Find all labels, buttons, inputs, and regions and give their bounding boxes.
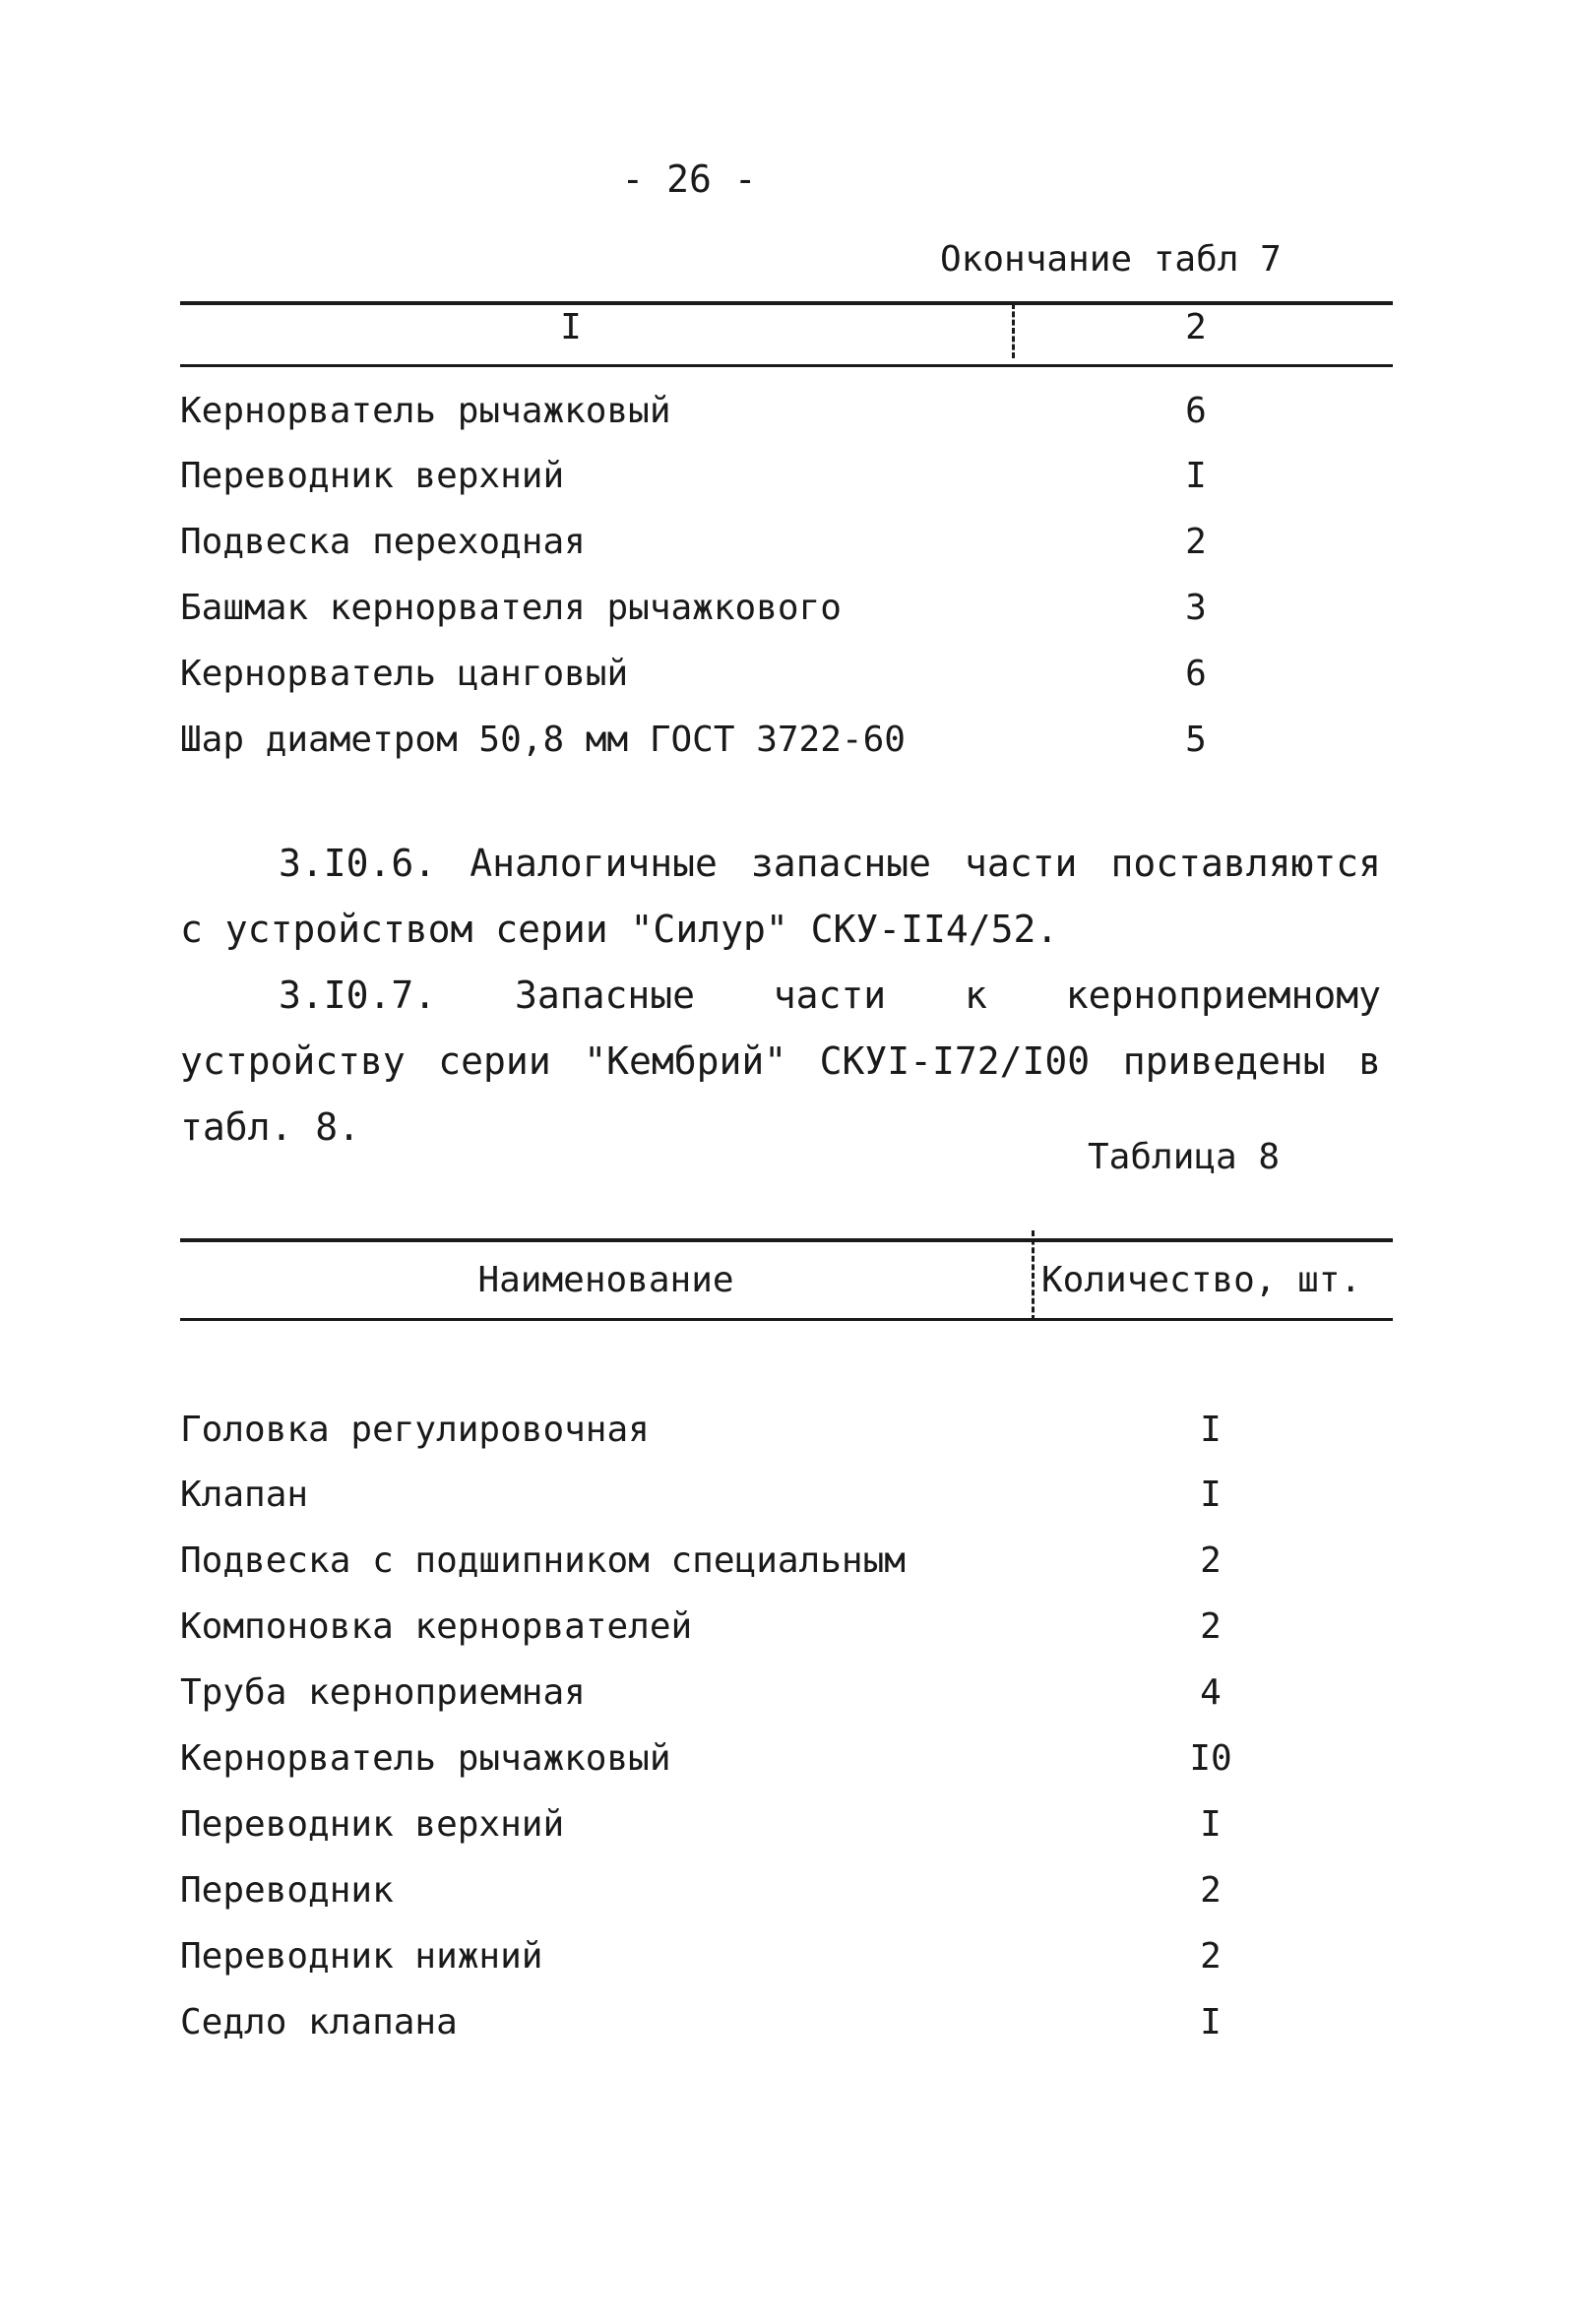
table8-row-qty: 2 bbox=[1200, 1870, 1222, 1911]
table8-row-name: Переводник верхний bbox=[180, 1804, 565, 1845]
table7-row-qty: I bbox=[1185, 456, 1207, 496]
table8-row-qty: I bbox=[1200, 1804, 1222, 1845]
table8-header-col1: Наименование bbox=[477, 1260, 734, 1300]
paragraph-3-10-6: 3.I0.6. Аналогичные запасные части поставляются с устройством серии "Силур" СКУ-II4/52. bbox=[180, 842, 1381, 951]
table8-row-qty: I bbox=[1200, 1410, 1222, 1450]
table7-row-qty: 5 bbox=[1185, 720, 1207, 760]
table8-row-qty: I bbox=[1200, 1475, 1222, 1515]
table8-top-rule bbox=[180, 1238, 1393, 1242]
table8-row-name: Подвеска с подшипником специальным bbox=[180, 1540, 906, 1581]
table8-caption: Таблица 8 bbox=[1088, 1137, 1281, 1177]
table7-row-qty: 2 bbox=[1185, 522, 1207, 562]
table7-row-qty: 3 bbox=[1185, 588, 1207, 628]
table7-row-name: Кернорватель цанговый bbox=[180, 654, 629, 694]
table7-caption: Окончание табл 7 bbox=[940, 239, 1282, 280]
table8-row-qty: 2 bbox=[1200, 1606, 1222, 1647]
table7-header-col1: I bbox=[560, 307, 582, 347]
table8-row-name: Кернорватель рычажковый bbox=[180, 1738, 671, 1779]
table7-row-name: Переводник верхний bbox=[180, 456, 565, 496]
table8-row-name: Компоновка кернорвателей bbox=[180, 1606, 693, 1647]
table7-row-name: Подвеска переходная bbox=[180, 522, 586, 562]
table8-row-qty: 2 bbox=[1200, 1936, 1222, 1977]
table8-header-col2: Количество, шт. bbox=[1041, 1260, 1362, 1300]
table7-column-separator bbox=[1012, 303, 1015, 358]
table7-header-col2: 2 bbox=[1185, 307, 1207, 347]
table7-top-rule bbox=[180, 301, 1393, 305]
table8-row-name: Головка регулировочная bbox=[180, 1410, 650, 1450]
table8-row-name: Переводник bbox=[180, 1870, 394, 1911]
table7-row-qty: 6 bbox=[1185, 654, 1207, 694]
table7-row-name: Башмак кернорвателя рычажкового bbox=[180, 588, 842, 628]
table8-row-qty: I bbox=[1200, 2002, 1222, 2042]
table8-row-qty: 2 bbox=[1200, 1540, 1222, 1581]
table8-row-name: Труба керноприемная bbox=[180, 1672, 586, 1713]
table8-row-qty: 4 bbox=[1200, 1672, 1222, 1713]
page-number: - 26 - bbox=[621, 157, 757, 201]
table8-row-name: Клапан bbox=[180, 1475, 309, 1515]
table7-row-name: Шар диаметром 50,8 мм ГОСТ 3722-60 bbox=[180, 720, 906, 760]
table8-row-qty: I0 bbox=[1189, 1738, 1232, 1779]
paragraph-3-10-7: 3.I0.7. Запасные части к керноприемному устройству серии "Кембрий" СКУI-I72/I00 приведены в табл. 8. bbox=[180, 974, 1381, 1149]
table8-row-name: Переводник нижний bbox=[180, 1936, 543, 1977]
table8-header-rule bbox=[180, 1318, 1393, 1321]
table8-row-name: Седло клапана bbox=[180, 2002, 458, 2042]
table8-column-separator bbox=[1032, 1230, 1035, 1321]
table7-row-qty: 6 bbox=[1185, 391, 1207, 431]
table7-header-rule bbox=[180, 364, 1393, 367]
table7-row-name: Кернорватель рычажковый bbox=[180, 391, 671, 431]
